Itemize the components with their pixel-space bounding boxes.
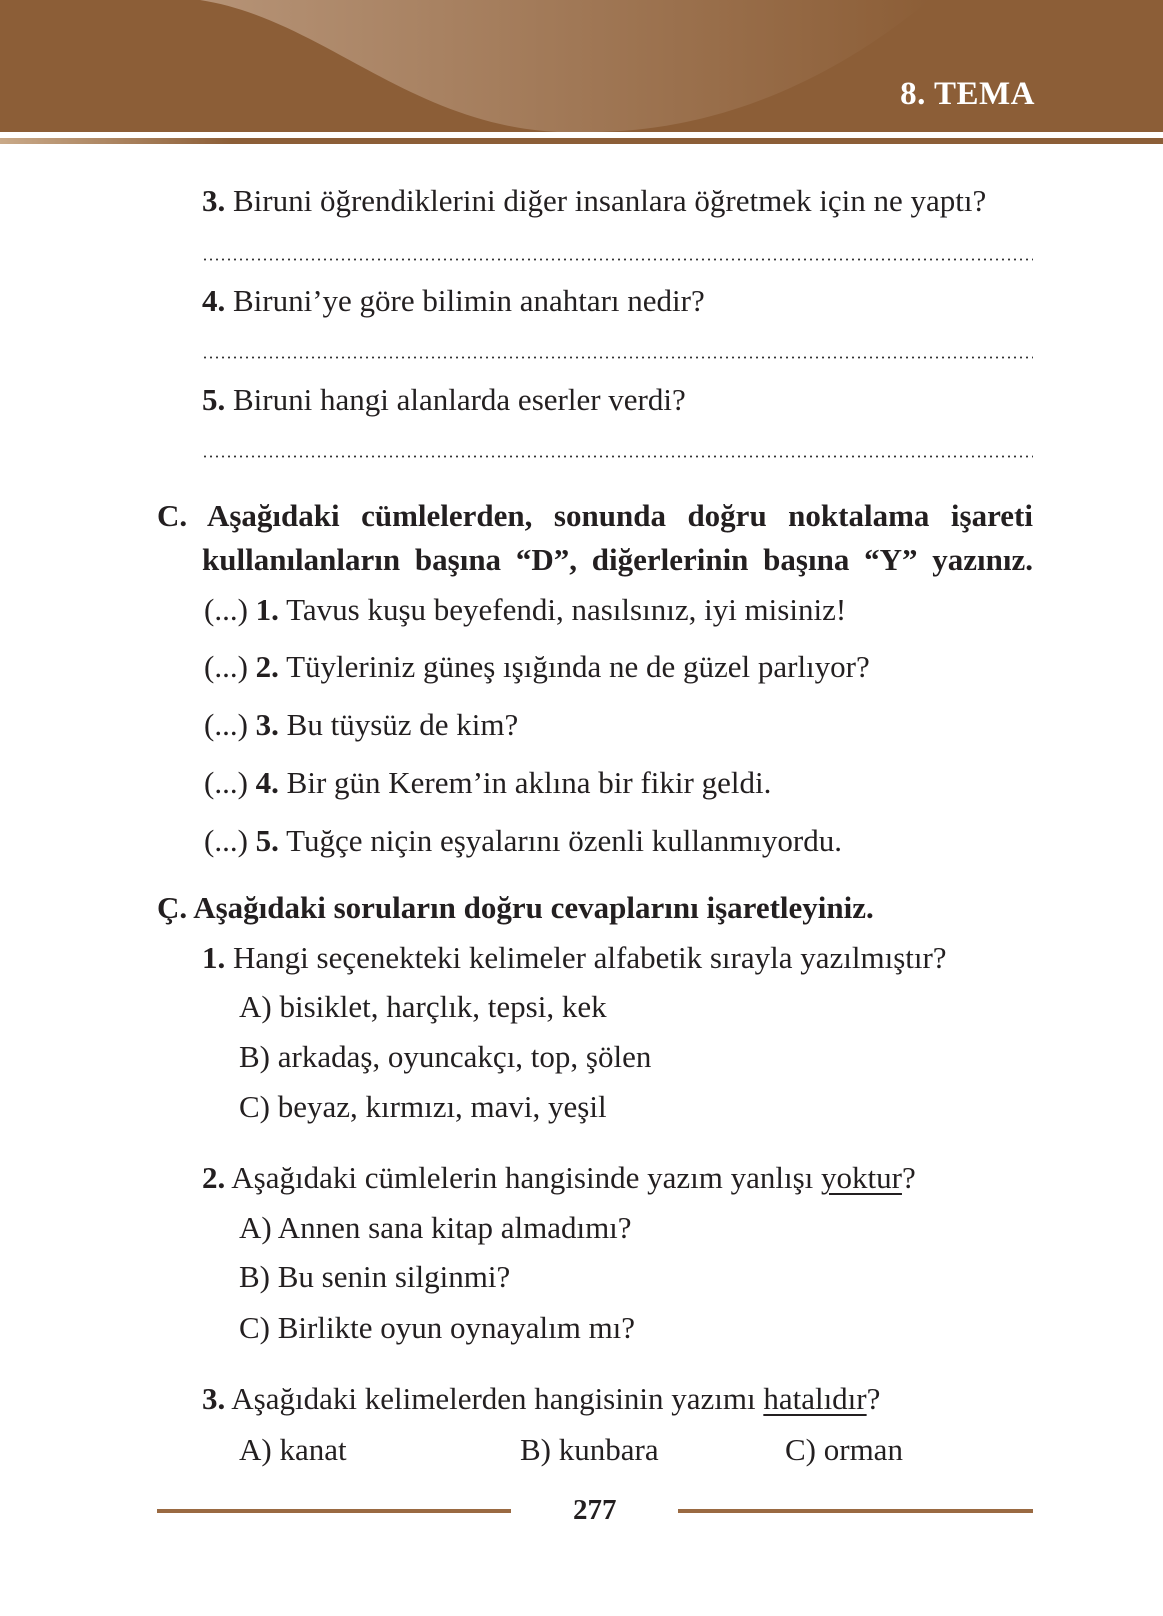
c-item-1 [204,592,846,628]
option-a[interactable]: A) Annen sana kitap almadımı? [239,1210,632,1245]
section-letter: C. [157,498,188,533]
question-text: Aşağıdaki cümlelerin hangisinde yazım yanlışı [231,1160,822,1195]
footer-rule-right [678,1509,1033,1513]
question-text: Biruni’ye göre bilimin anahtarı nedir? [233,283,705,318]
answer-blank[interactable]: (...) [204,707,248,742]
question-text: Biruni öğrendiklerini diğer insanlara öğretmek için ne yaptı? [233,183,987,218]
section-letter: Ç. [157,890,188,925]
item-number: 1. [255,592,279,627]
item-text: Tuğçe niçin eşyalarını özenli kullanmıyordu. [286,823,842,858]
item-number: 5. [255,823,279,858]
question-mark: ? [866,1381,881,1416]
footer-rule-left [157,1509,511,1513]
question-mark: ? [901,1160,916,1195]
section-c-heading [157,494,1033,537]
question-number: 3. [202,1381,226,1416]
option-c[interactable]: C) beyaz, kırmızı, mavi, yeşil [239,1089,607,1124]
option-b[interactable]: B) arkadaş, oyuncakçı, top, şölen [239,1039,652,1074]
question-number: 4. [202,283,226,318]
option-c[interactable]: C) Birlikte oyun oynayalım mı? [239,1310,636,1345]
question-text: Hangi seçenekteki kelimeler alfabetik sırayla yazılmıştır? [233,940,947,975]
section-cc-heading [157,890,874,926]
question-number: 5. [202,382,226,417]
c-item-3 [204,707,518,743]
mc-question-2 [202,1160,916,1196]
question-5 [202,382,686,418]
page-number: 277 [573,1494,617,1526]
option-a[interactable]: A) kanat [239,1432,347,1467]
section-c-heading-2 [202,538,1033,581]
answer-blank[interactable]: (...) [204,765,248,800]
header-rule [0,138,1163,144]
underlined-word: yoktur [821,1160,902,1195]
question-text: Aşağıdaki kelimelerden hangisinin yazımı [231,1381,764,1416]
answer-blank[interactable]: (...) [204,649,248,684]
item-text: Tavus kuşu beyefendi, nasılsınız, iyi misiniz! [286,592,847,627]
header-band [0,0,1163,132]
item-number: 2. [255,649,279,684]
mc-question-3 [202,1381,880,1417]
question-number: 1. [202,940,226,975]
answer-line[interactable] [202,356,1033,359]
c-item-2 [204,649,870,685]
option-b[interactable]: B) kunbara [520,1432,659,1467]
c-item-4 [204,765,771,801]
question-text: Biruni hangi alanlarda eserler verdi? [233,382,686,417]
item-number: 4. [255,765,279,800]
question-number: 3. [202,183,226,218]
underlined-word: hatalıdır [763,1381,867,1416]
answer-blank[interactable]: (...) [204,823,248,858]
answer-line[interactable] [202,258,1033,261]
mc-question-1 [202,940,947,976]
heading-text: Aşağıdaki soruların doğru cevaplarını işaretleyiniz. [193,890,874,925]
c-item-5 [204,823,842,859]
heading-line: kullanılanların başına “D”, diğerlerinin başına “Y” yazınız. [202,542,1033,577]
item-number: 3. [255,707,279,742]
item-text: Tüyleriniz güneş ışığında ne de güzel parlıyor? [286,649,870,684]
option-c[interactable]: C) orman [785,1432,903,1467]
question-number: 2. [202,1160,226,1195]
question-4 [202,283,705,319]
option-b[interactable]: B) Bu senin silginmi? [239,1259,511,1294]
answer-blank[interactable]: (...) [204,592,248,627]
heading-line: Aşağıdaki cümlelerden, sonunda doğru noktalama işareti [206,498,1033,533]
item-text: Bir gün Kerem’in aklına bir fikir geldi. [286,765,772,800]
question-3 [202,183,986,219]
option-a[interactable]: A) bisiklet, harçlık, tepsi, kek [239,989,607,1024]
item-text: Bu tüysüz de kim? [286,707,519,742]
theme-title: 8. TEMA [900,76,1035,112]
answer-line[interactable] [202,455,1033,458]
